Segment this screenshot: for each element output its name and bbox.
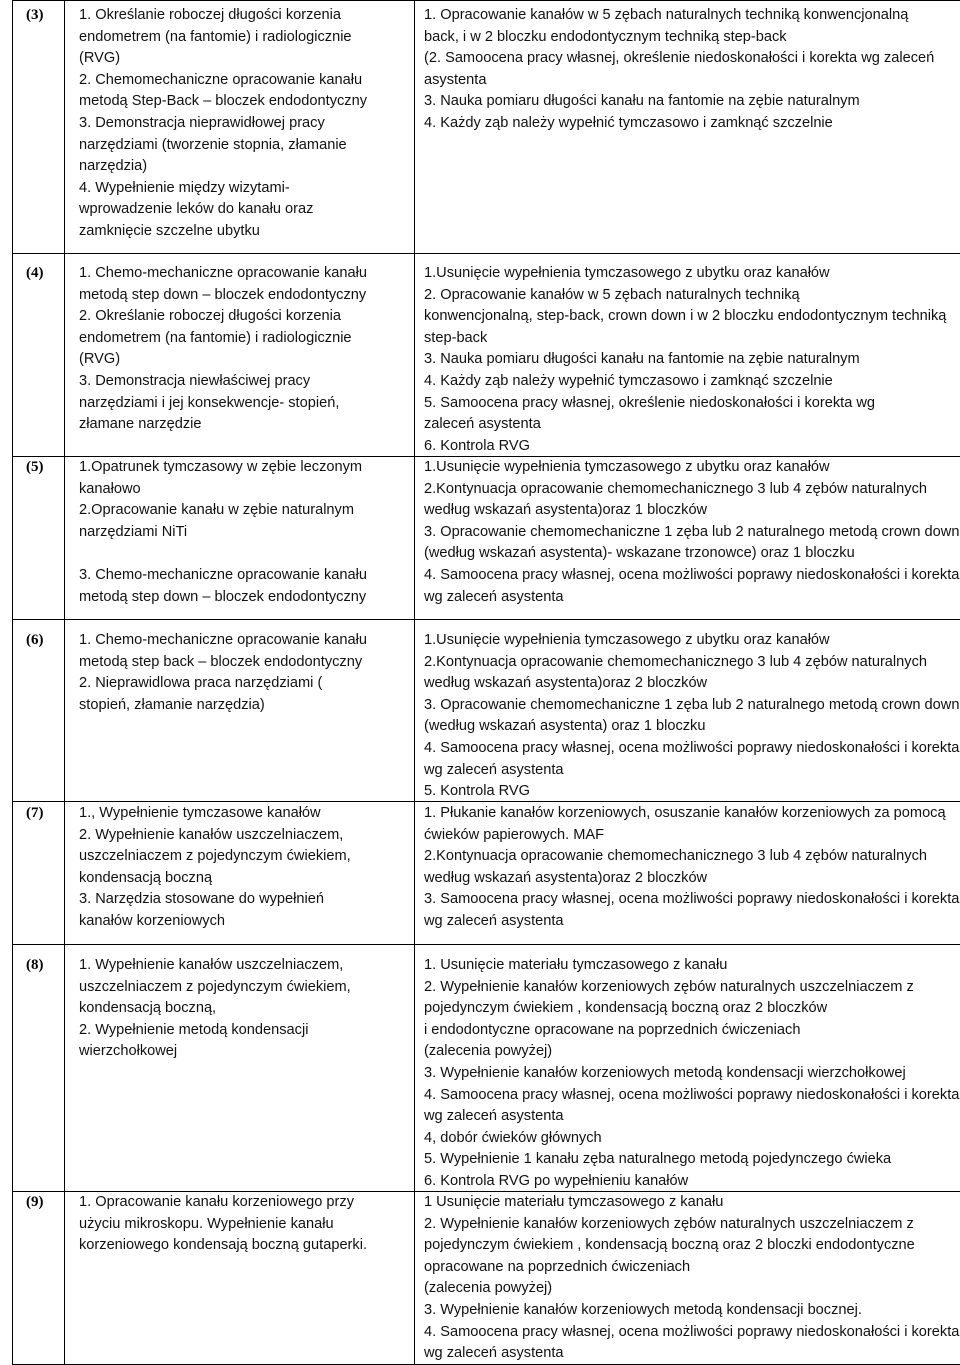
topic-line: (RVG) xyxy=(79,351,121,368)
topic-line: 3. Chemo-mechaniczne opracowanie kanału xyxy=(79,566,367,583)
table-border-left xyxy=(12,0,13,1365)
task-line: back, i w 2 bloczku endodontycznym techniką step-back xyxy=(424,28,787,45)
topic-line: 1.Opatrunek tymczasowy w zębie leczonym xyxy=(79,459,363,475)
task-line: (według wskazań asystenta) oraz 1 bloczku xyxy=(424,718,706,735)
task-line: 2. Wypełnienie kanałów korzeniowych zębów naturalnych uszczelniaczem z xyxy=(424,1215,914,1232)
task-line: 4, dobór ćwieków głównych xyxy=(424,1129,602,1146)
row-number: (5) xyxy=(26,459,44,475)
topic-line: 3. Narzędzia stosowane do wypełnień xyxy=(79,891,324,908)
task-line: 6. Kontrola RVG po wypełnieniu kanałów xyxy=(424,1172,689,1189)
task-line: (zalecenia powyżej) xyxy=(424,1280,553,1297)
task-line: zaleceń asystenta xyxy=(424,416,541,433)
row-topics xyxy=(79,630,409,716)
topic-line: wprowadzenie leków do kanału oraz xyxy=(79,201,314,218)
topic-line: 4. Wypełnienie między wizytami- xyxy=(79,179,290,196)
topic-line: metodą step back – bloczek endodontyczny xyxy=(79,653,363,670)
task-line: 3. Nauka pomiaru długości kanału na fantomie na zębie naturalnym xyxy=(424,93,860,110)
topic-line: narzędziami NiTi xyxy=(79,523,188,540)
topic-line: 1. Określanie roboczej długości korzenia xyxy=(79,7,342,23)
task-line: 2. Opracowanie kanałów w 5 zębach naturalnych techniką xyxy=(424,286,800,303)
task-line: konwencjonalną, step-back, crown down i w 2 bloczku endodontycznym techniką xyxy=(424,308,947,325)
task-line: pojedynczym ćwiekiem , kondensacją boczną oraz 2 bloczków xyxy=(424,1000,828,1017)
row-topics xyxy=(79,955,409,1063)
task-line: według wskazań asystenta)oraz 2 bloczków xyxy=(424,869,708,886)
topic-line: 1., Wypełnienie tymczasowe kanałów xyxy=(79,805,321,821)
topic-line: 2. Wypełnienie metodą kondensacji xyxy=(79,1021,309,1038)
task-line: 4. Samoocena pracy własnej, ocena możliwości poprawy niedoskonałości i korekta xyxy=(424,1086,960,1103)
topic-line: złamane narzędzie xyxy=(79,416,202,433)
row-number: (3) xyxy=(26,7,44,23)
topic-line: metodą step down – bloczek endodontyczny xyxy=(79,286,367,303)
task-line: 4. Samoocena pracy własnej, ocena możliwości poprawy niedoskonałości i korekta xyxy=(424,566,960,583)
topic-line: 1. Chemo-mechaniczne opracowanie kanału xyxy=(79,265,367,281)
task-line: 3. Nauka pomiaru długości kanału na fantomie na zębie naturalnym xyxy=(424,351,860,368)
task-line: 6. Kontrola RVG xyxy=(424,437,530,454)
topic-line: kondensacją boczną xyxy=(79,869,213,886)
task-line: 5. Wypełnienie 1 kanału zęba naturalnego metodą pojedynczego ćwieka xyxy=(424,1151,892,1168)
topic-line: zamknięcie szczelne ubytku xyxy=(79,222,260,239)
task-line: 2.Kontynuacja opracowanie chemomechanicznego 3 lub 4 zębów naturalnych xyxy=(424,653,927,670)
topic-line: 2.Opracowanie kanału w zębie naturalnym xyxy=(79,502,355,519)
task-line: 4. Każdy ząb należy wypełnić tymczasowo i zamknąć szczelnie xyxy=(424,114,833,131)
topic-line: metodą step down – bloczek endodontyczny xyxy=(79,588,367,605)
topic-line: 2. Określanie roboczej długości korzenia xyxy=(79,308,342,325)
task-line: step-back xyxy=(424,329,488,346)
task-line: według wskazań asystenta)oraz 2 bloczków xyxy=(424,675,708,692)
topic-line: uszczelniaczem z pojedynczym ćwiekiem, xyxy=(79,978,351,995)
topic-line: kanałów korzeniowych xyxy=(79,912,226,929)
row-topics xyxy=(79,1192,409,1257)
topic-line: endometrem (na fantomie) i radiologicznie xyxy=(79,28,352,45)
row-topics xyxy=(79,803,409,933)
row-divider xyxy=(12,944,960,945)
task-line: wg zaleceń asystenta xyxy=(424,761,564,778)
row-tasks xyxy=(424,630,960,803)
task-line: wg zaleceń asystenta xyxy=(424,588,564,605)
topic-line: 2. Nieprawidlowa praca narzędziami ( xyxy=(79,675,323,692)
row-tasks xyxy=(424,803,960,933)
topic-line: narzędziami i jej konsekwencje- stopień, xyxy=(79,394,340,411)
row-topics xyxy=(79,263,409,436)
topic-line: uszczelniaczem z pojedynczym ćwiekiem, xyxy=(79,848,351,865)
task-line: (zalecenia powyżej) xyxy=(424,1043,553,1060)
topic-line: kanałowo xyxy=(79,480,141,497)
row-topics xyxy=(79,457,409,608)
table-border-top xyxy=(12,0,960,1)
topic-line: endometrem (na fantomie) i radiologicznie xyxy=(79,329,352,346)
task-line: wg zaleceń asystenta xyxy=(424,1108,564,1125)
task-line: 1 Usunięcie materiału tymczasowego z kanału xyxy=(424,1194,724,1210)
row-number: (8) xyxy=(26,957,44,973)
task-line: 1.Usunięcie wypełnienia tymczasowego z ubytku oraz kanałów xyxy=(424,265,830,281)
row-number: (6) xyxy=(26,632,44,648)
task-line: asystenta xyxy=(424,71,487,88)
task-line: 1.Usunięcie wypełnienia tymczasowego z ubytku oraz kanałów xyxy=(424,632,830,648)
topic-line: 3. Demonstracja niewłaściwej pracy xyxy=(79,372,311,389)
row-tasks xyxy=(424,1192,960,1365)
topic-line: (RVG) xyxy=(79,50,121,67)
topic-line: 2. Wypełnienie kanałów uszczelniaczem, xyxy=(79,826,344,843)
row-divider xyxy=(12,801,960,802)
topic-line: wierzchołkowej xyxy=(79,1043,178,1060)
topic-line: 3. Demonstracja nieprawidłowej pracy xyxy=(79,114,325,131)
task-line: (2. Samoocena pracy własnej, określenie niedoskonałości i korekta wg zaleceń xyxy=(424,50,935,67)
topic-line: korzeniowego kondensają boczną gutaperki. xyxy=(79,1237,368,1254)
task-line: 4. Samoocena pracy własnej, ocena możliwości poprawy niedoskonałości i korekta xyxy=(424,1323,960,1340)
row-number: (7) xyxy=(26,805,44,821)
task-line: 4. Samoocena pracy własnej, ocena możliwości poprawy niedoskonałości i korekta xyxy=(424,739,960,756)
topic-line: 1. Opracowanie kanału korzeniowego przy xyxy=(79,1194,355,1210)
task-line: 3. Opracowanie chemomechaniczne 1 zęba lub 2 naturalnego metodą crown down xyxy=(424,696,960,713)
column-divider-2 xyxy=(414,0,415,1365)
topic-line: 2. Chemomechaniczne opracowanie kanału xyxy=(79,71,363,88)
task-line: 3. Wypełnienie kanałów korzeniowych metodą kondensacji wierzchołkowej xyxy=(424,1064,906,1081)
row-tasks xyxy=(424,5,960,135)
topic-line xyxy=(79,543,409,565)
topic-line: 1. Chemo-mechaniczne opracowanie kanału xyxy=(79,632,367,648)
task-line: pojedynczym ćwiekiem , kondensacją boczną oraz 2 bloczki endodontyczne xyxy=(424,1237,915,1254)
row-tasks xyxy=(424,457,960,608)
task-line: 3. Opracowanie chemomechaniczne 1 zęba lub 2 naturalnego metodą crown down xyxy=(424,523,960,540)
topic-line: kondensacją boczną, xyxy=(79,1000,217,1017)
topic-line: użyciu mikroskopu. Wypełnienie kanału xyxy=(79,1215,334,1232)
row-divider xyxy=(12,619,960,620)
task-line: według wskazań asystenta)oraz 1 bloczków xyxy=(424,502,708,519)
topic-line: 1. Wypełnienie kanałów uszczelniaczem, xyxy=(79,957,344,973)
task-line: 3. Wypełnienie kanałów korzeniowych metodą kondensacji bocznej. xyxy=(424,1301,862,1318)
row-number: (4) xyxy=(26,265,44,281)
topic-line: narzędzia) xyxy=(79,158,148,175)
column-divider-1 xyxy=(64,0,65,1365)
task-line: 4. Każdy ząb należy wypełnić tymczasowo i zamknąć szczelnie xyxy=(424,372,833,389)
task-line: 1. Płukanie kanałów korzeniowych, osuszanie kanałów korzeniowych za pomocą xyxy=(424,805,946,821)
topic-line: metodą Step-Back – bloczek endodontyczny xyxy=(79,93,367,110)
row-tasks xyxy=(424,955,960,1193)
task-line: 1. Opracowanie kanałów w 5 zębach naturalnych techniką konwencjonalną xyxy=(424,7,909,23)
task-line: 2.Kontynuacja opracowanie chemomechanicznego 3 lub 4 zębów naturalnych xyxy=(424,848,927,865)
row-topics xyxy=(79,5,409,243)
task-line: 2. Wypełnienie kanałów korzeniowych zębów naturalnych uszczelniaczem z xyxy=(424,978,914,995)
task-line: wg zaleceń asystenta xyxy=(424,1345,564,1362)
topic-line: narzędziami (tworzenie stopnia, złamanie xyxy=(79,136,347,153)
task-line: 1.Usunięcie wypełnienia tymczasowego z ubytku oraz kanałów xyxy=(424,459,830,475)
task-line: 2.Kontynuacja opracowanie chemomechanicznego 3 lub 4 zębów naturalnych xyxy=(424,480,927,497)
task-line: opracowane na poprzednich ćwiczeniach xyxy=(424,1258,691,1275)
row-tasks xyxy=(424,263,960,457)
topic-line: stopień, złamanie narzędzia) xyxy=(79,696,265,713)
task-line: wg zaleceń asystenta xyxy=(424,912,564,929)
task-line: 3. Samoocena pracy własnej, ocena możliwości poprawy niedoskonałości i korekta xyxy=(424,891,960,908)
task-line: ćwieków papierowych. MAF xyxy=(424,826,605,843)
task-line: 5. Samoocena pracy własnej, określenie niedoskonałości i korekta wg xyxy=(424,394,876,411)
row-divider xyxy=(12,253,960,254)
task-line: (według wskazań asystenta)- wskazane trzonowce) oraz 1 bloczku xyxy=(424,545,855,562)
task-line: 1. Usunięcie materiału tymczasowego z kanału xyxy=(424,957,728,973)
task-line: 5. Kontrola RVG xyxy=(424,783,530,800)
row-number: (9) xyxy=(26,1194,44,1210)
task-line: i endodontyczne opracowane na poprzednich ćwiczeniach xyxy=(424,1021,801,1038)
